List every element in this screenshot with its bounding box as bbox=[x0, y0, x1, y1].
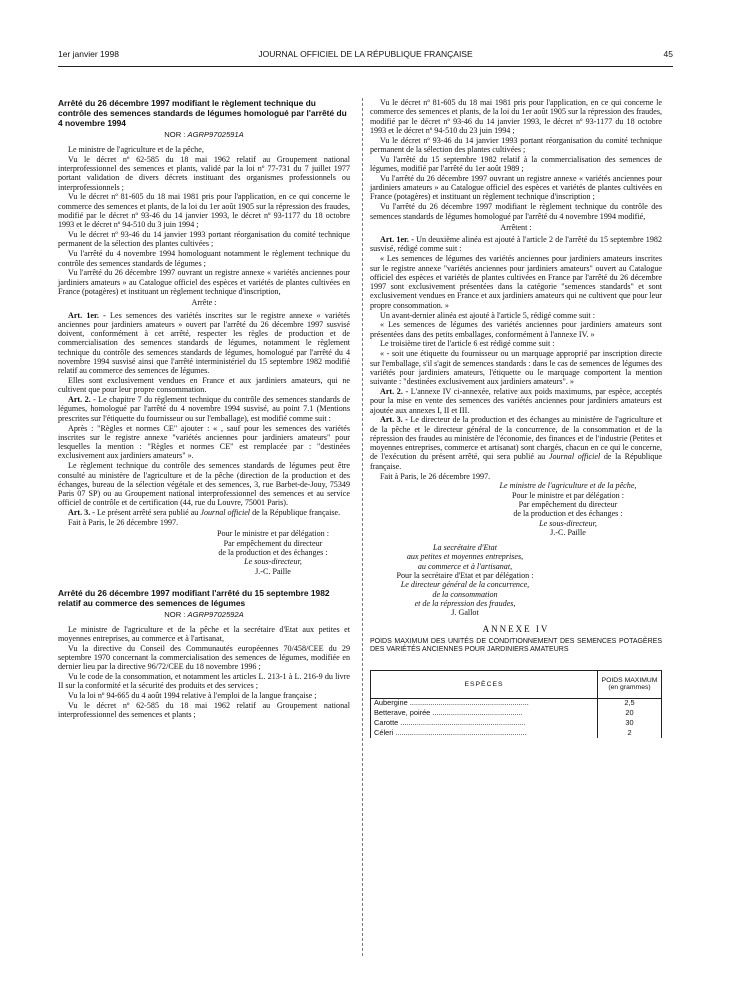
arrete2-art1d: Le troisième tiret de l'article 6 est rédigé comme suit : bbox=[380, 339, 555, 349]
arrete1-para: Le ministre de l'agriculture et de la pêche, bbox=[68, 144, 204, 154]
arrete1-art1: Art. 1er. - Les semences des variétés inscrites sur le registre annexe « variétés anciennes pour jardiniers amateurs » ouvert par l'arrêté du 26 décembre 1997 susvisé doivent, conformément à cet arrêté, respecter les règles de production et de commercialisation des semences standards de légumes, notamment le règlement technique du contrôle des semences standards de légumes, homologué par l'arrêté du 4 novembre 1994 susvisé ainsi que l'arrêté interministériel du 15 septembre 1982 modifié relatif au commerce des semences de légumes. bbox=[58, 310, 350, 376]
table-row bbox=[371, 718, 662, 728]
arrete1-art1b: Elles sont exclusivement vendues en France et aux jardiniers amateurs, qui ne cultivent que pour leur propre consommation. bbox=[58, 376, 350, 395]
arrete2-para: Le ministre de l'agriculture et de la pêche et la secrétaire d'Etat aux petites et moyennes entreprises, au commerce et à l'artisanat, bbox=[58, 624, 350, 643]
arrete2-para: Vu le décret nº 62-585 du 18 mai 1962 relatif au Groupement national interprofessionnel des semences et plants ; bbox=[58, 701, 350, 720]
column-divider bbox=[362, 98, 363, 956]
arrete1-signature: Pour le ministre et par délégation : Par empêchement du directeur de la production et des échanges : Le sous-directeur, J.-C. Paille bbox=[217, 529, 329, 576]
right-column bbox=[370, 98, 662, 738]
header-date: 1er janvier 1998 bbox=[58, 49, 119, 59]
arrete1-nor: NOR : AGRP9702591A bbox=[164, 130, 244, 140]
cell-espece: Betterave, poirée ............................................ bbox=[371, 708, 598, 718]
cell-poids: 2 bbox=[598, 728, 662, 738]
arrete2-art2: Art. 2. - L'annexe IV ci-annexée, relative aux poids maximums, par espèce, acceptés pour la mise en vente des semences des variétés anciennes pour jardiniers amateurs est ajoutée aux annexes I, II et III. bbox=[370, 386, 662, 415]
arrete1-para: Vu le décret nº 93-46 du 14 janvier 1993 portant réorganisation du comité technique permanent de la sélection des plantes cultivées ; bbox=[58, 230, 350, 249]
annexe-subtitle: POIDS MAXIMUM DES UNITÉS DE CONDITIONNEMENT DES SEMENCES POTAGÈRES DES VARIÉTÉS ANCIENNES POUR JARDINIERS AMATEURS bbox=[370, 637, 662, 653]
table-header-poids: POIDS MAXIMUM (en grammes) bbox=[598, 670, 662, 698]
arrete2-art1-quote2: « Les semences de légumes des variétés anciennes pour jardiniers amateurs sont présentées dans des petits emballages, conformément à l'annexe IV. » bbox=[370, 320, 662, 339]
table-header-especes: ESPÈCES bbox=[371, 670, 598, 698]
arrete1-para: Vu l'arrêté du 4 novembre 1994 homologuant notamment le règlement technique du contrôle des semences standards de légumes ; bbox=[58, 249, 350, 268]
arrete2-fait: Fait à Paris, le 26 décembre 1997. bbox=[380, 471, 491, 481]
header-rule bbox=[58, 66, 673, 67]
table-row bbox=[371, 728, 662, 738]
arrete2-para: Vu le code de la consommation, et notamment les articles L. 213-1 à L. 216-9 du livre II sur la conformité et la sécurité des produits et des services ; bbox=[58, 672, 350, 691]
cell-espece: Céleri ................................................................ bbox=[371, 728, 598, 738]
arrete2-nor: NOR : AGRP9702592A bbox=[164, 609, 244, 619]
table-row bbox=[371, 698, 662, 708]
arrete2-para: Vu le décret nº 81-605 du 18 mai 1981 pris pour l'application, en ce qui concerne le commerce des semences et plants, de la loi du 1er août 1905 sur la répression des fraudes, modifié par le décret nº 93-46 du 14 janvier 1993, le décret nº 93-1177 du 18 octobre 1993 et le décret nº 94-510 du 23 juin 1994 ; bbox=[370, 98, 662, 135]
arrete2-arretent: Arrêtent : bbox=[500, 222, 532, 232]
arrete1-para: Vu le décret nº 81-605 du 18 mai 1981 pris pour l'application, en ce qui concerne le commerce des semences et plants, de la loi du 1er août 1905 sur la répression des fraudes, modifié par le décret nº 93-46 du 14 janvier 1993, le décret nº 93-1177 du 18 octobre 1993 et le décret nº 94-510 du 3 juin 1994 ; bbox=[58, 192, 350, 230]
arrete2-title: Arrêté du 26 décembre 1997 modifiant l'arrêté du 15 septembre 1982 relatif au commerce des semences de légumes bbox=[58, 587, 330, 608]
annexe-table bbox=[370, 670, 662, 739]
arrete1-para: Vu le décret nº 62-585 du 18 mai 1962 relatif au Groupement national interprofessionnel des semences et plants, validé par la loi nº 77-731 du 7 juillet 1977 portant validation de divers décrets instituant des organismes professionnels ou interprofessionnels ; bbox=[58, 154, 350, 192]
cell-poids: 2,5 bbox=[598, 698, 662, 708]
arrete2-signature-secretaire: La secrétaire d'Etat aux petites et moyennes entreprises, au commerce et à l'artisanat, Pour la secrétaire d'Etat et par délégation : Le directeur général de la concurrence, de la consommation et de la répression des fraudes, J. Gallot bbox=[396, 543, 534, 618]
cell-espece: Carotte ............................................................. bbox=[371, 718, 598, 728]
arrete2-para: Vu la loi nº 94-665 du 4 août 1994 relative à l'emploi de la langue française ; bbox=[68, 691, 317, 701]
arrete1-art2: Art. 2. - Le chapitre 7 du règlement technique du contrôle des semences standards de légumes, homologué par l'arrêté du 4 novembre 1994 susvisé, au point 7.1 (Mentions prescrites sur l'étiquette du fournisseur ou sur l'emballage), est modifié comme suit : bbox=[58, 395, 350, 423]
cell-poids: 20 bbox=[598, 708, 662, 718]
arrete1-art2b: Après : "Règles et normes CE" ajouter : « , sauf pour les semences des variétés inscrites sur le registre annexe "variétés anciennes pour jardiniers amateurs" pour lesquelles la mention : "Règles et normes CE" est remplacée par : "destinées exclusivement aux jardiniers amateurs" ». bbox=[58, 423, 350, 461]
journal-title: JOURNAL OFFICIEL DE LA RÉPUBLIQUE FRANÇAISE bbox=[258, 49, 473, 59]
arrete2-art1c: Un avant-dernier alinéa est ajouté à l'article 5, rédigé comme suit : bbox=[380, 310, 595, 320]
arrete2-art1-quote: « Les semences de légumes des variétés anciennes pour jardiniers amateurs inscrites sur le registre annexe "variétés anciennes pour jardiniers amateurs" ouvert au Catalogue officiel des espèces et variétés de plantes cultivées en France par l'arrêté du 26 décembre 1997 sont exclusivement présentées dans la catégorie "semences standards" et sont exclusivement vendues en France et aux jardiniers amateurs qui ne cultivent que pour leur propre consommation. » bbox=[370, 254, 662, 310]
arrete1-art3: Art. 3. - Le présent arrêté sera publié au Journal officiel de la République française. bbox=[68, 508, 341, 518]
page-number: 45 bbox=[663, 49, 673, 59]
arrete1-title: Arrêté du 26 décembre 1997 modifiant le règlement technique du contrôle des semences standards de légumes homologué par l'arrêté du 4 novembre 1994 bbox=[58, 98, 347, 129]
arrete2-para: Vu l'arrêté du 26 décembre 1997 modifiant le règlement technique du contrôle des semences standards de légumes homologué par l'arrêté du 4 novembre 1994 modifié, bbox=[370, 202, 662, 221]
table-row bbox=[371, 708, 662, 718]
left-column bbox=[58, 98, 350, 720]
arrete2-para: Vu l'arrêté du 15 septembre 1982 relatif à la commercialisation des semences de légumes, modifié par l'arrêté du 1er août 1989 ; bbox=[370, 154, 662, 174]
arrete1-fait: Fait à Paris, le 26 décembre 1997. bbox=[68, 518, 179, 528]
arrete2-art3: Art. 3. - Le directeur de la production et des échanges au ministère de l'agriculture et de la pêche et le directeur général de la concurrence, de la consommation et de la répression des fraudes au ministère de l'économie, des finances et de l'industrie (Petites et moyennes entreprises, commerce et artisanat) sont chargés, chacun en ce qui le concerne, de l'exécution du présent arrêté, qui sera publié au Journal officiel de la République française. bbox=[370, 415, 663, 471]
arrete2-art1-quote3: « - soit une étiquette du fournisseur ou un marquage approprié par inscription directe sur l'emballage, s'il s'agit de semences standards : dans le cas de semences de légumes des variétés pour jardiniers amateurs, l'étiquette ou le marquage comportent la mention suivante : "destinées exclusivement aux jardiniers amateurs". » bbox=[370, 349, 662, 387]
arrete1-arrete: Arrête : bbox=[191, 298, 217, 308]
page-header bbox=[58, 50, 673, 64]
arrete2-para: Vu la directive du Conseil des Communautés européennes 70/458/CEE du 29 septembre 1970 concernant la commercialisation des semences de légumes, modifiée en dernier lieu par la directive 96/72/CEE du 18 novembre 1996 ; bbox=[58, 643, 350, 672]
arrete2-para: Vu l'arrêté du 26 décembre 1997 ouvrant un registre annexe « variétés anciennes pour jardiniers amateurs » au Catalogue officiel des espèces et variétés de plantes cultivées en France (potagères) et instituant un règlement technique d'inscription ; bbox=[370, 173, 662, 202]
arrete2-para: Vu le décret nº 93-46 du 14 janvier 1993 portant réorganisation du comité technique permanent de la sélection des plantes cultivées ; bbox=[370, 135, 662, 154]
annexe-title: ANNEXE IV bbox=[482, 623, 550, 634]
arrete1-para: Vu l'arrêté du 26 décembre 1997 ouvrant un registre annexe « variétés anciennes pour jardiniers amateurs » au Catalogue officiel des espèces et variétés de plantes cultivées en France (potagères) et instituant un règlement technique d'inscription, bbox=[58, 268, 350, 296]
cell-espece: Aubergine .......................................................... bbox=[371, 698, 598, 708]
arrete2-signature-ministre: Le ministre de l'agriculture et de la pêche, Pour le ministre et par délégation : Par empêchement du directeur de la production et des échanges : Le sous-directeur, J.-C. Paille bbox=[499, 481, 637, 537]
arrete2-art1: Art. 1er. - Un deuxième alinéa est ajouté à l'article 2 de l'arrêté du 15 septembre 1982 susvisé, rédigé comme suit : bbox=[370, 235, 662, 254]
arrete1-art2c: Le règlement technique du contrôle des semences standards de légumes peut être consulté au ministère de l'agriculture et de la pêche (direction de la production et des échanges, bureau de la sélection végétale et des semences, 3, rue Barbet-de-Jouy, 75349 Paris 07 SP) ou au Groupement national interprofessionnel des semences et au service officiel de contrôle et de certification (44, rue du Louvre, 75001 Paris). bbox=[58, 461, 350, 508]
cell-poids: 30 bbox=[598, 718, 662, 728]
